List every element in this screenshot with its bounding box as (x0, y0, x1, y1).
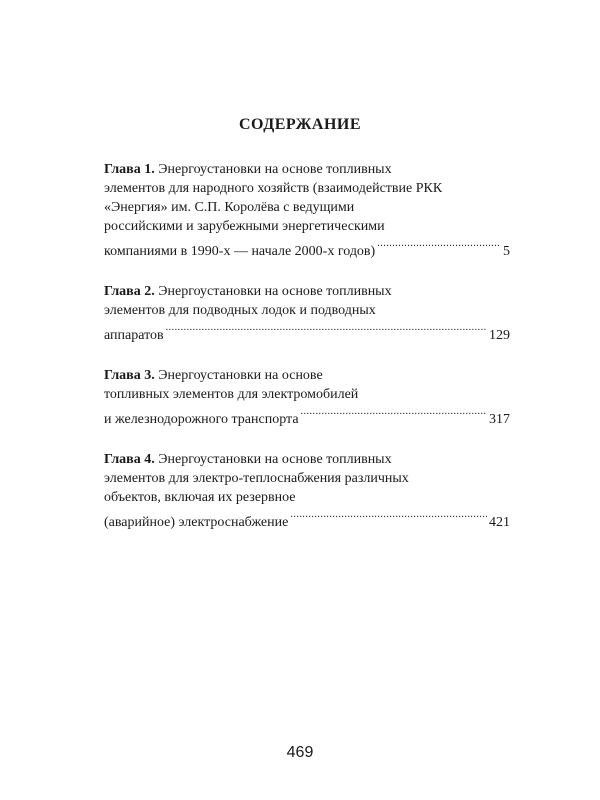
chapter-label: Глава 3. (104, 368, 155, 383)
chapter-title-line: элементов для электро-теплоснабжения различных (104, 471, 409, 486)
chapter-label: Глава 1. (104, 162, 155, 177)
chapter-title-line: и железнодорожного транспорта (104, 412, 299, 427)
chapter-title-line: Энергоустановки на основе топливных (158, 162, 392, 177)
dot-leader (166, 320, 487, 339)
chapter-label: Глава 2. (104, 284, 155, 299)
chapter-title-line: компаниями в 1990-х — начале 2000-х годов) (104, 244, 376, 259)
chapter-title-last-line (104, 404, 510, 429)
chapter-title-line: элементов для подводных лодок и подводных (104, 303, 376, 318)
chapter-title-line: аппаратов (104, 328, 164, 343)
chapter-title-line: топливных элементов для электромобилей (104, 387, 359, 402)
toc-entry-chapter-3[interactable] (104, 366, 510, 429)
page-number: 469 (286, 744, 314, 761)
chapter-title-last-line (104, 320, 510, 345)
chapter-label: Глава 4. (104, 452, 155, 467)
chapter-title-last-line (104, 236, 510, 261)
toc-entry-chapter-2[interactable] (104, 282, 510, 345)
chapter-title-line: российскими и зарубежными энергетическими (104, 219, 385, 234)
dot-leader (290, 507, 487, 526)
chapter-title-line: «Энергия» им. С.П. Королёва с ведущими (104, 200, 355, 215)
page-reference: 317 (489, 412, 510, 427)
dot-leader (377, 236, 501, 255)
page-reference: 129 (489, 328, 510, 343)
page-title: СОДЕРЖАНИЕ (238, 116, 362, 133)
chapter-title-line: Энергоустановки на основе топливных (158, 452, 392, 467)
page-reference: 5 (503, 244, 510, 259)
toc-entry-first-line (104, 160, 510, 179)
table-of-contents (104, 160, 510, 553)
toc-entry-first-line (104, 366, 510, 385)
chapter-title-line: Энергоустановки на основе топливных (158, 284, 392, 299)
page-reference: 421 (489, 515, 510, 530)
chapter-title-line: (аварийное) электроснабжение (104, 515, 289, 530)
chapter-title-line: объектов, включая их резервное (104, 490, 296, 505)
toc-entry-first-line (104, 450, 510, 469)
chapter-title-line: Энергоустановки на основе (158, 368, 323, 383)
toc-entry-chapter-1[interactable] (104, 160, 510, 261)
toc-entry-chapter-4[interactable] (104, 450, 510, 532)
chapter-title-last-line (104, 507, 510, 532)
chapter-title-line: элементов для народного хозяйств (взаимодействие РКК (104, 181, 443, 196)
toc-entry-first-line (104, 282, 510, 301)
dot-leader (301, 404, 487, 423)
